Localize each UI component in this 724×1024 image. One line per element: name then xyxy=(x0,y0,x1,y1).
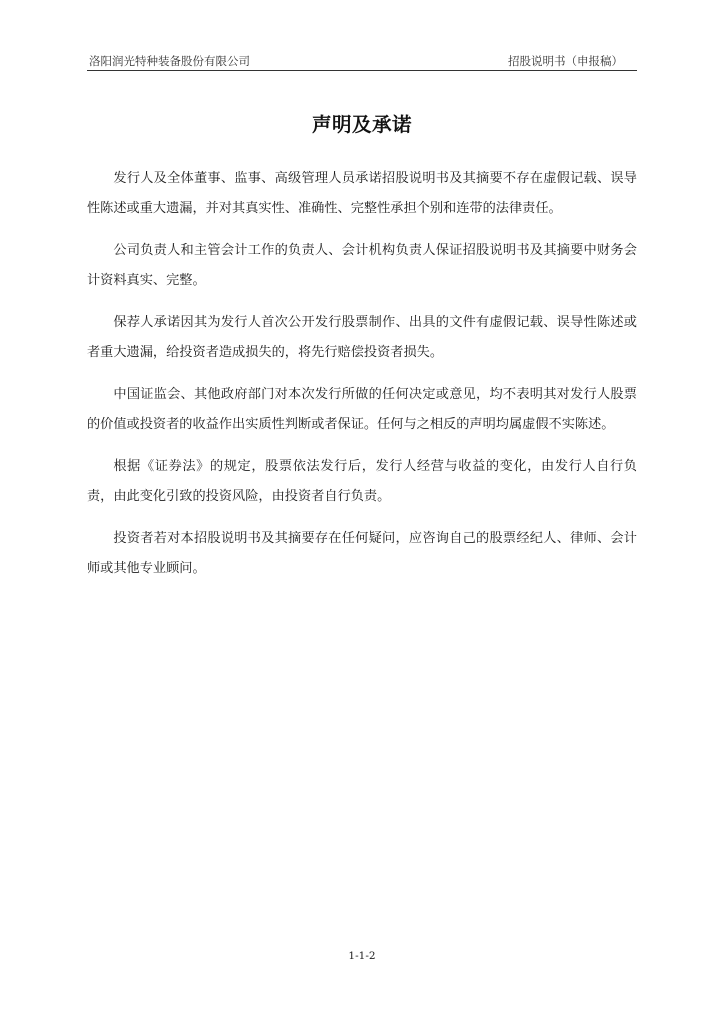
statement-body xyxy=(87,164,637,596)
statement-paragraph: 公司负责人和主管会计工作的负责人、会计机构负责人保证招股说明书及其摘要中财务会计资料真实、完整。 xyxy=(87,243,637,288)
page-header xyxy=(87,52,637,71)
document-type: 招股说明书（申报稿） xyxy=(508,54,623,68)
page-title: 声明及承诺 xyxy=(311,113,412,136)
page-number: 1-1-2 xyxy=(348,950,376,962)
statement-paragraph: 发行人及全体董事、监事、高级管理人员承诺招股说明书及其摘要不存在虚假记载、误导性陈述或重大遗漏，并对其真实性、准确性、完整性承担个别和连带的法律责任。 xyxy=(87,171,637,216)
company-name: 洛阳润光特种装备股份有限公司 xyxy=(89,54,250,68)
statement-paragraph: 根据《证券法》的规定，股票依法发行后，发行人经营与收益的变化，由发行人自行负责，由此变化引致的投资风险，由投资者自行负责。 xyxy=(87,459,637,504)
statement-paragraph: 投资者若对本招股说明书及其摘要存在任何疑问，应咨询自己的股票经纪人、律师、会计师或其他专业顾问。 xyxy=(87,531,637,576)
statement-paragraph: 中国证监会、其他政府部门对本次发行所做的任何决定或意见，均不表明其对发行人股票的价值或投资者的收益作出实质性判断或者保证。任何与之相反的声明均属虚假不实陈述。 xyxy=(87,387,637,432)
statement-paragraph: 保荐人承诺因其为发行人首次公开发行股票制作、出具的文件有虚假记载、误导性陈述或者重大遗漏，给投资者造成损失的，将先行赔偿投资者损失。 xyxy=(87,315,637,360)
